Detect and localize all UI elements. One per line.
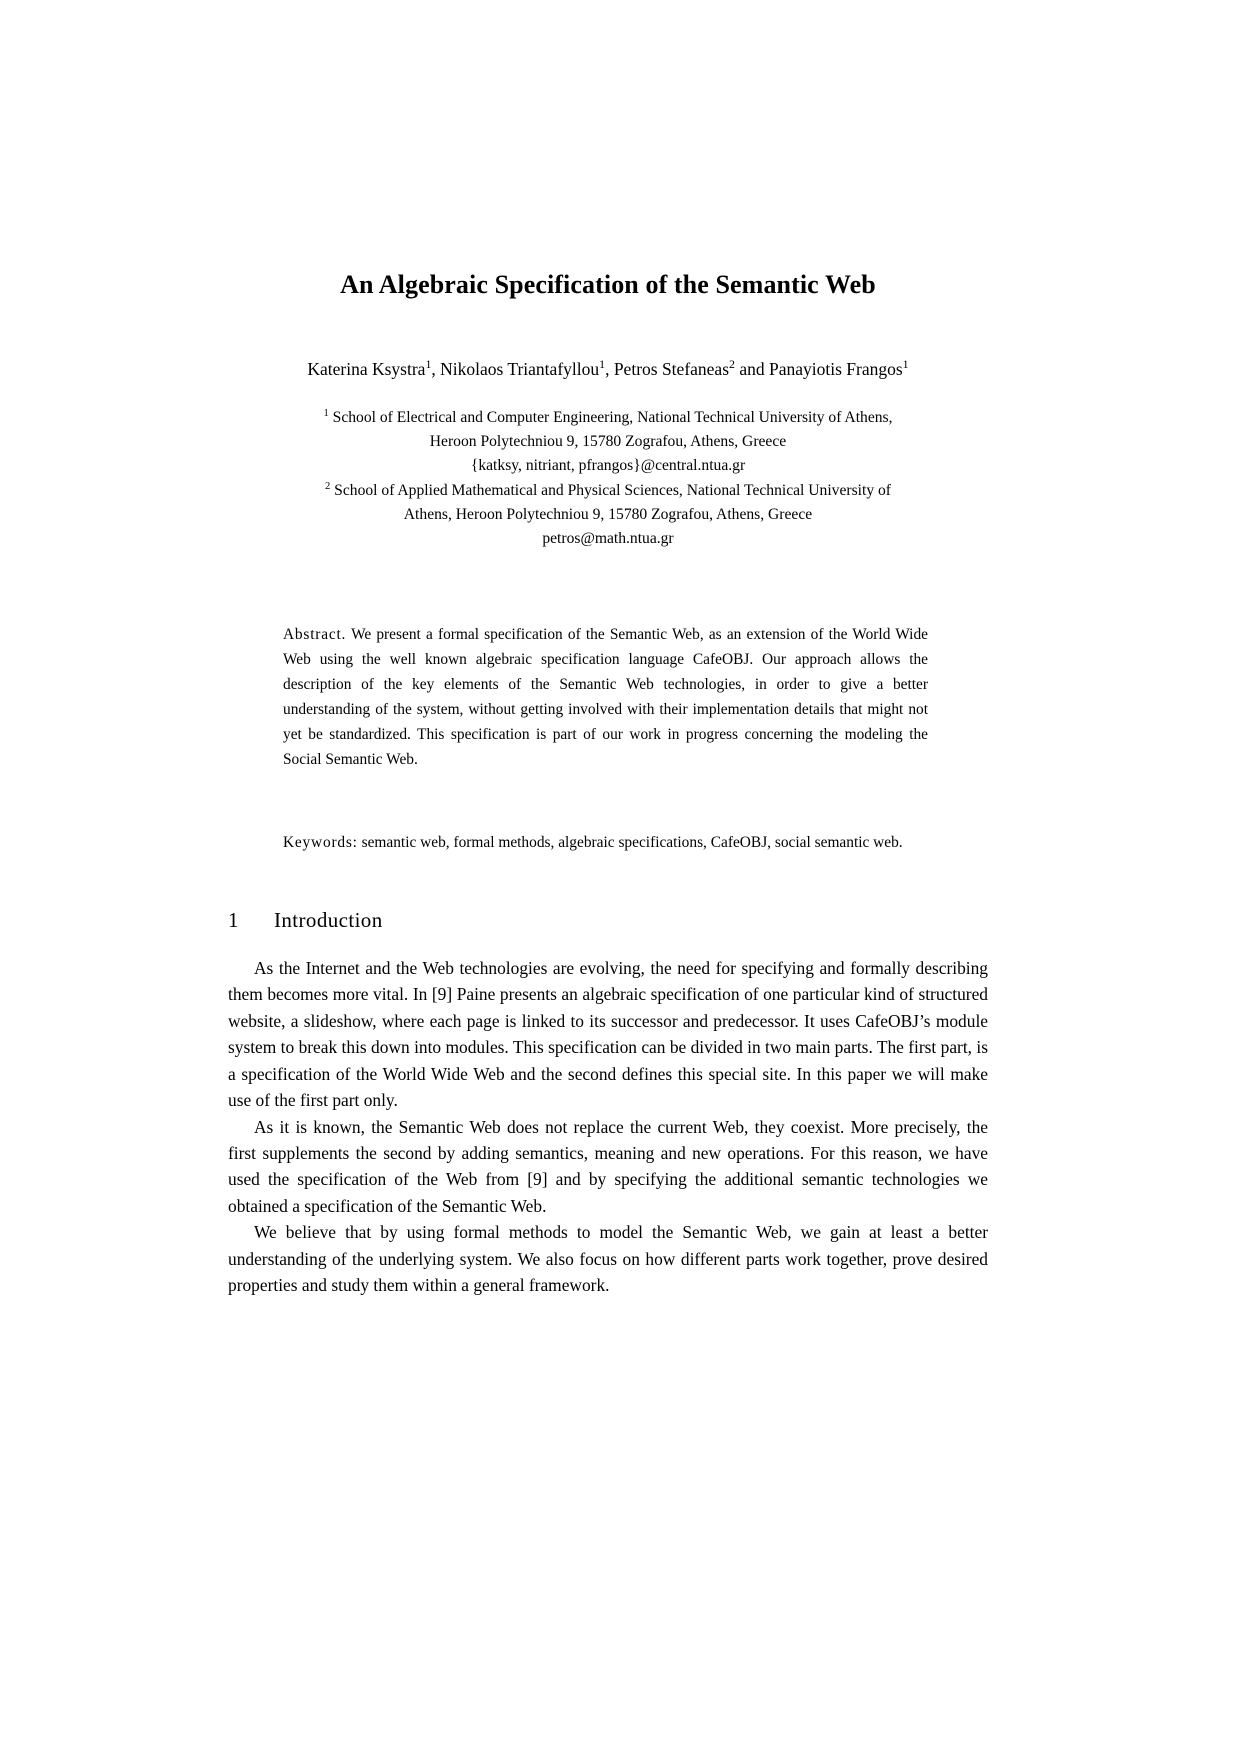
affiliation-line: [228, 406, 988, 430]
affiliation-email-line: [228, 527, 988, 551]
author-name: and Panayiotis Frangos: [734, 358, 903, 379]
paragraph: As it is known, the Semantic Web does not replace the current Web, they coexist. More precisely, the first supplements the second by adding semantics, meaning and new operations. For this reason, we have used the specification of the Web from [9] and by specifying the additional semantic technologies we obtained a specification of the Semantic Web.: [228, 1116, 988, 1216]
affiliation-marker: 1: [323, 407, 329, 419]
section-heading-introduction: [228, 908, 988, 933]
page-title: An Algebraic Specification of the Semantic Web: [340, 270, 876, 299]
author-name: Katerina Ksystra: [307, 358, 426, 379]
author-name: , Petros Stefaneas: [605, 358, 730, 379]
section-number: 1: [228, 907, 239, 932]
keywords-label: Keywords:: [283, 833, 358, 851]
author-entry: [734, 356, 909, 379]
author-entry: [431, 356, 606, 379]
author-name: , Nikolaos Triantafyllou: [431, 358, 600, 379]
author-affiliation-marker: 2: [729, 356, 735, 371]
abstract-label: Abstract.: [283, 625, 347, 643]
abstract-text: We present a formal specification of the Semantic Web, as an extension of the World Wide Web using the well known algebraic specification language CafeOBJ. Our approach allows the description of the key elements of the Semantic Web technologies, in order to give a better understanding of the system, without getting involved with their implementation details that might not yet be standardized. This specification is part of our work in progress concerning the modeling the Social Semantic Web.: [283, 625, 928, 768]
paragraph: As the Internet and the Web technologies are evolving, the need for specifying and formally describing them becomes more vital. In [9] Paine presents an algebraic specification of one particular kind of structured website, a slideshow, where each page is linked to its successor and predecessor. It uses CafeOBJ’s module system to break this down into modules. This specification can be divided in two main parts. The first part, is a specification of the World Wide Web and the second defines this special site. In this paper we will make use of the first part only.: [228, 957, 988, 1111]
keywords-section: [283, 831, 928, 856]
affiliation-block: [228, 406, 988, 551]
author-entry: [307, 356, 432, 379]
author-list: [228, 356, 988, 382]
affiliation-line: [228, 479, 988, 503]
author-affiliation-marker: 1: [425, 356, 432, 371]
author-entry: [605, 356, 735, 379]
affiliation-text: Athens, Heroon Polytechniou 9, 15780 Zografou, Athens, Greece: [403, 505, 813, 523]
abstract-section: [283, 623, 928, 773]
section-title: Introduction: [274, 907, 383, 932]
keywords-text: semantic web, formal methods, algebraic specifications, CafeOBJ, social semantic web.: [357, 833, 903, 851]
page-content: [228, 268, 988, 1299]
author-affiliation-marker: 1: [599, 356, 606, 371]
affiliation-marker: 2: [324, 480, 331, 492]
affiliation-line: [228, 430, 988, 454]
affiliation-text: School of Applied Mathematical and Physical Sciences, National Technical University of: [330, 481, 892, 499]
affiliation-email: {katksy, nitriant, pfrangos}@central.ntua.gr: [470, 457, 746, 475]
affiliation-text: School of Electrical and Computer Engineering, National Technical University of Athens,: [328, 409, 893, 427]
affiliation-email: petros@math.ntua.gr: [542, 529, 674, 547]
paragraph: We believe that by using formal methods to model the Semantic Web, we gain at least a better understanding of the underlying system. We also focus on how different parts work together, prove desired properties and study them within a general framework.: [228, 1222, 988, 1296]
affiliation-email-line: [228, 454, 988, 478]
body-text: [228, 955, 988, 1299]
author-affiliation-marker: 1: [902, 356, 909, 371]
affiliation-text: Heroon Polytechniou 9, 15780 Zografou, Athens, Greece: [429, 433, 787, 451]
affiliation-line: [228, 503, 988, 527]
